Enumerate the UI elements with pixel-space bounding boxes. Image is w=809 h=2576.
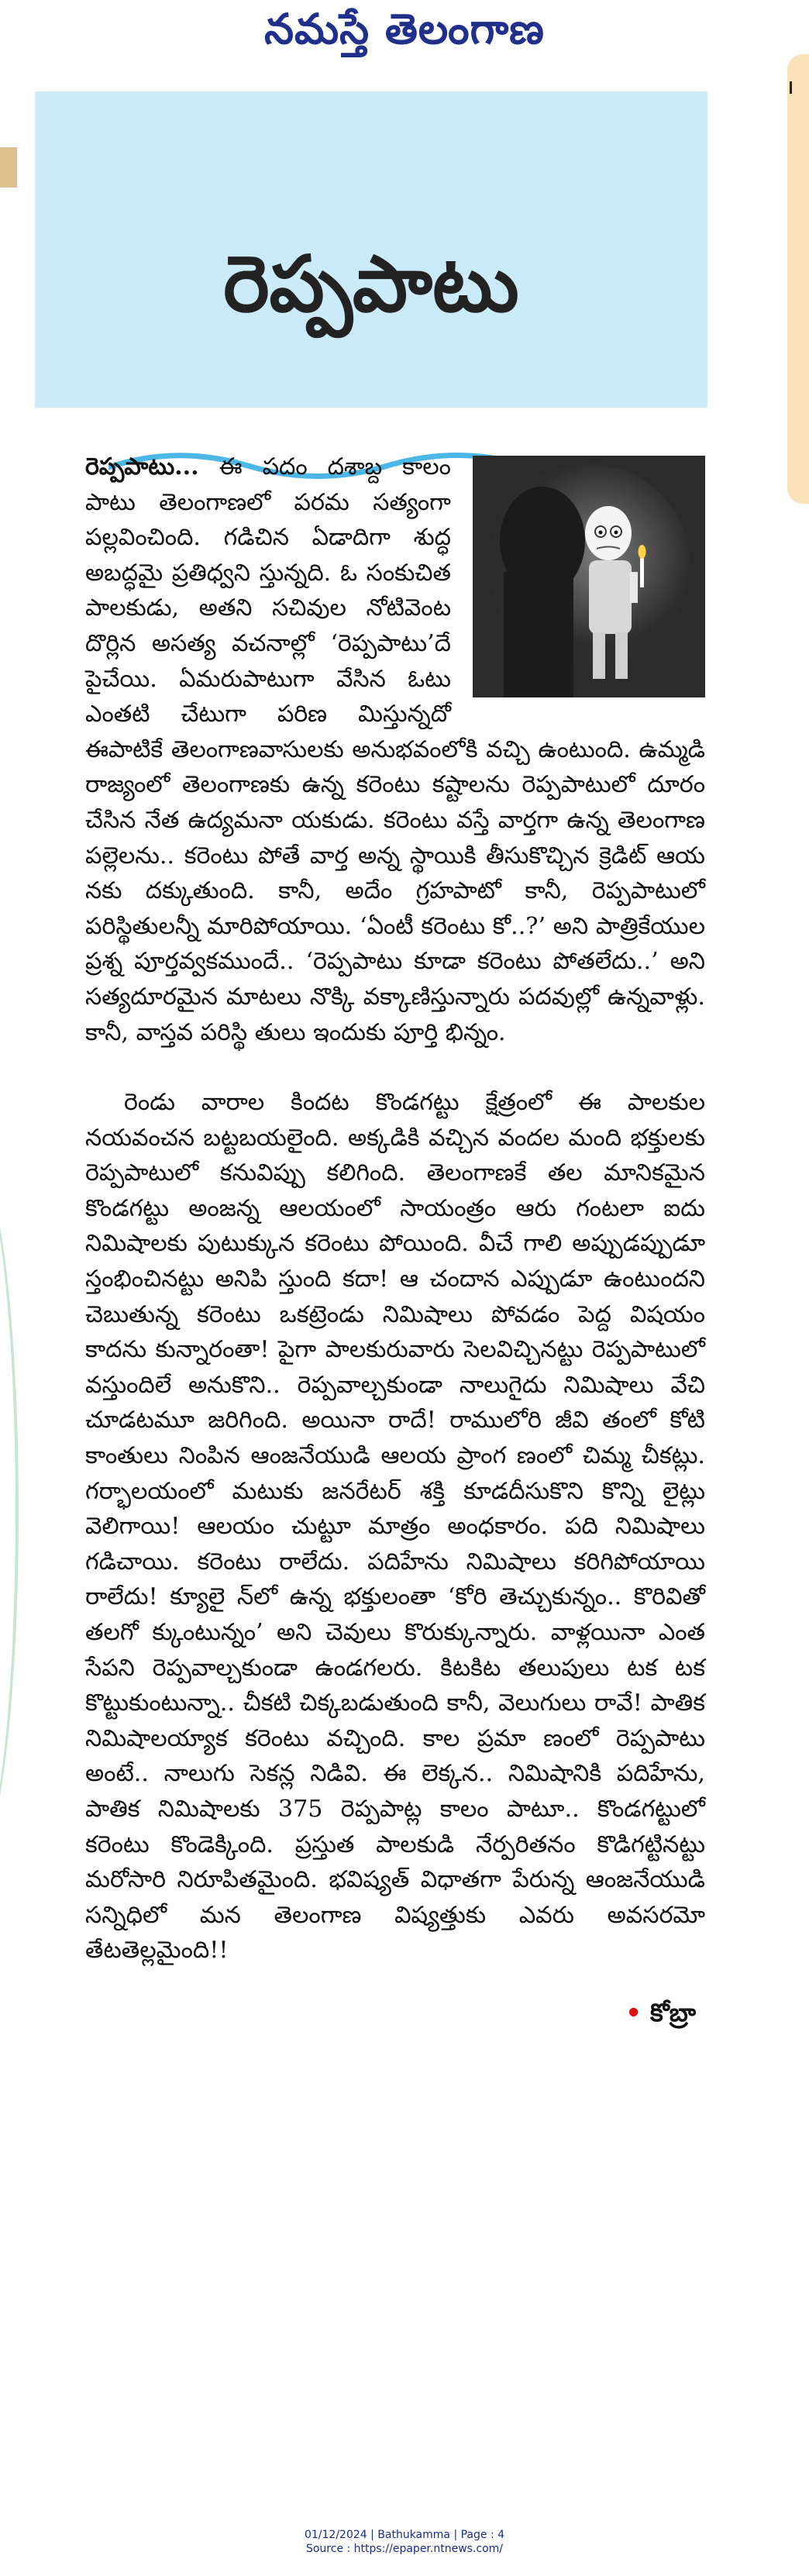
lead-word: రెప్పపాటు... <box>85 453 199 480</box>
author-signature <box>85 1996 705 2031</box>
right-edge-decoration <box>787 54 809 504</box>
paragraph-2: రెండు వారాల కిందట కొండగట్టు క్షేత్రంలో ఈ పాలకుల నయవంచన బట్టబయలైంది. అక్కడికి వచ్చిన వందల మంది భక్తులకు రెప్పపాటులో కనువిప్పు కలిగింది. తెలంగాణకే తల మానికమైన కొండగట్టు అంజన్న ఆలయంలో సాయంత్రం ఆరు గంటలా ఐదు నిమిషాలకు పుటుక్కున కరెంటు పోయింది. వీచే గాలి అప్పుడప్పుడూ స్తంభించినట్టు అనిపి స్తుంది కదా! ఆ చందాన ఎప్పుడూ ఉంటుందని చెబుతున్న కరెంటు ఒకట్రెండు నిమిషాలు పోవడం పెద్ద విషయం కాదను కున్నారంతా! పైగా పాలకురువారు సెలవిచ్చినట్టు రెప్పపాటులో వస్తుందిలే అనుకొని.. రెప్పవాల్చకుండా నాలుగైదు నిమిషాలు వేచి చూడటమూ జరిగింది. అయినా రాదే! రాములోరి జీవి తంలో కోటి కాంతులు నింపిన ఆంజనేయుడి ఆలయ ప్రాంగ ణంలో చిమ్మ చీకట్లు. గర్భాలయంలో మటుకు జనరేటర్ శక్తి కూడదీసుకొని కొన్ని లైట్లు వెలిగాయి! ఆలయం చుట్టూ మాత్రం అంధకారం. పది నిమిషాలు గడిచాయి. కరెంటు రాలేదు. పదిహేను నిమిషాలు కరిగిపోయాయి రాలేదు! క్యూలై న్‌లో ఉన్న భక్తులంతా ‘కోరి తెచ్చుకున్నం.. కొరివితో తలగో క్కుంటున్నం’ అని చెవులు కొరుక్కున్నారు. వాళ్లయినా ఎంత సేపని రెప్పవాల్చకుండా ఉండగలరు. కిటకిట తలుపులు టక టక కొట్టుకుంటున్నా.. చీకటి చిక్కబడుతుంది కానీ, వెలుగులు రావే! పాతిక నిమిషాలయ్యాక కరెంటు వచ్చింది. కాల ప్రమా ణంలో రెప్పపాటు అంటే.. నాలుగు సెకన్ల నిడివి. ఈ లెక్కన.. నిమిషానికి పదిహేను, పాతిక నిమిషాలకు 375 రెప్పపాట్ల కాలం పాటూ.. కొండగట్టులో కరెంటు కొండెక్కింది. ప్రస్తుత పాలకుడి నేర్పరితనం కొడిగట్టినట్టు మరోసారి నిరూపితమైంది. భవిష్యత్ విధాతగా పేరున్న ఆంజనేయుడి సన్నిధిలో మన తెలంగాణ విష్యత్తుకు ఎవరు అవసరమో తేటతెల్లమైంది!! <box>85 1089 705 1965</box>
paragraph-1-text: ఈ పదం దశాబ్ద కాలం పాటు తెలంగాణలో పరమ సత్యంగా పల్లవించింది. గడిచిన ఏడాదిగా శుద్ధ అబద్ధమై ప్రతిధ్వని స్తున్నది. ఓ సంకుచిత పాలకుడు, అతని సచివుల నోటివెంట దొర్లిన అసత్య వచనాల్లో ‘రెప్పపాటు’దే పైచేయి. ఏమరుపాటుగా వేసిన ఓటు ఎంతటి చేటుగా పరిణ మిస్తున్నదో ఈపాటికే తెలంగాణవాసులకు అనుభవంలోకి వచ్చి ఉంటుంది. ఉమ్మడి రాజ్యంలో తెలంగాణకు ఉన్న కరెంటు కష్టాలను రెప్పపాటులో దూరం చేసిన నేత ఉద్యమనా యకుడు. కరెంటు వస్తే వార్తగా ఉన్న తెలంగాణ పల్లెలను.. కరెంటు పోతే వార్త అన్న స్థాయికి తీసుకొచ్చిన క్రెడిట్ ఆయ నకు దక్కుతుంది. కానీ, అదేం గ్రహపాటో కానీ, రెప్పపాటులో పరిస్థితులన్నీ మారిపోయాయి. ‘ఏంటీ కరెంటు కో..?’ అని పాత్రికేయుల ప్రశ్న పూర్తవ్వకముందే.. ‘రెప్పపాటు కూడా కరెంటు పోతలేదు..’ అని సత్యదూరమైన మాటలు నొక్కి వక్కాణిస్తున్నారు పదవుల్లో ఉన్నవాళ్లు. కానీ, వాస్తవ పరిస్థి తులు ఇందుకు పూర్తి భిన్నం. <box>85 453 705 1046</box>
newspaper-masthead: నమస్తే తెలంగాణ <box>264 5 545 53</box>
edge-mark <box>790 81 792 94</box>
side-tab-decoration <box>0 147 17 188</box>
author-name: కోబ్రా <box>649 1997 696 2027</box>
article-title: రెప్పపాటు <box>223 239 519 329</box>
footer-edition-info: 01/12/2024 | Bathukamma | Page : 4 <box>304 2529 505 2541</box>
footer-source-link[interactable]: Source : https://epaper.ntnews.com/ <box>305 2543 504 2555</box>
paragraph-1 <box>85 449 705 1050</box>
cartoon-illustration <box>473 456 705 697</box>
page-footer <box>0 2528 809 2556</box>
side-arc-decoration <box>0 1162 19 1860</box>
title-banner <box>35 91 707 408</box>
article-body <box>85 449 705 2031</box>
signature-dot: • <box>625 1997 642 2027</box>
